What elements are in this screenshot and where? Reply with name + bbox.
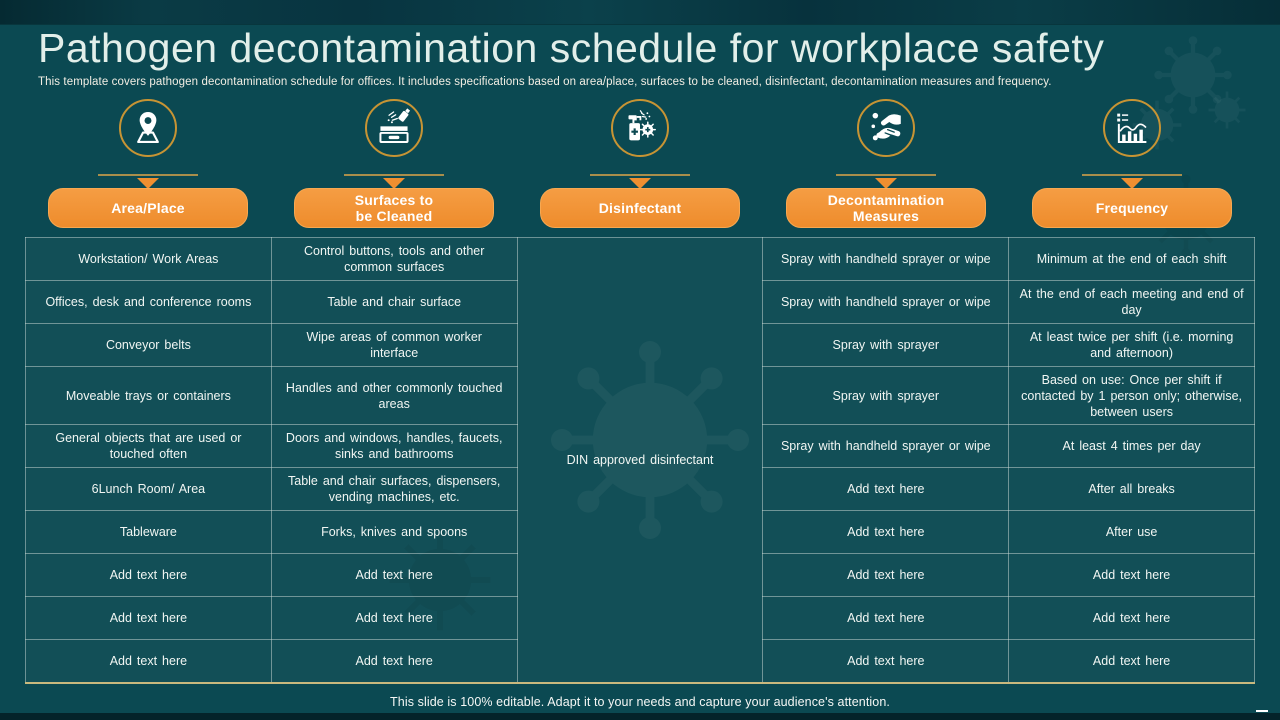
column-header-pill-measures	[786, 188, 986, 228]
slide-subtitle: This template covers pathogen decontamination schedule for offices. It includes specifications based on area/place, surfaces to be cleaned, disinfectant, decontamination measures and frequency.	[38, 76, 1052, 88]
area-cell: Tableware	[26, 511, 272, 554]
area-cell: Conveyor belts	[26, 324, 272, 367]
measures-cell[interactable]: Add text here	[763, 597, 1009, 640]
map-pin-icon	[125, 105, 171, 151]
measures-cell[interactable]: Add text here	[763, 640, 1009, 683]
connector-line	[590, 174, 690, 176]
measures-cell[interactable]: Add text here	[763, 511, 1009, 554]
footer-note: This slide is 100% editable. Adapt it to your needs and capture your audience's attention.	[390, 695, 890, 709]
surface-cleaning-icon	[371, 105, 417, 151]
bottom-bar	[0, 713, 1280, 720]
frequency-cell[interactable]: Add text here	[1009, 554, 1255, 597]
pill-label: Surfaces to	[354, 192, 434, 208]
icon-circle	[857, 99, 915, 157]
area-cell[interactable]: Add text here	[26, 640, 272, 683]
pill-label: Decontamination	[827, 192, 945, 208]
frequency-chart-icon	[1109, 105, 1155, 151]
area-cell: 6Lunch Room/ Area	[26, 468, 272, 511]
frequency-cell: After use	[1009, 511, 1255, 554]
surfaces-cell: Table and chair surface	[271, 281, 517, 324]
surfaces-cell: Handles and other commonly touched areas	[271, 367, 517, 425]
surfaces-cell: Wipe areas of common worker interface	[271, 324, 517, 367]
pill-label: Disinfectant	[598, 200, 682, 216]
area-cell: General objects that are used or touched often	[26, 425, 272, 468]
surfaces-cell[interactable]: Add text here	[271, 597, 517, 640]
header-col-measures	[763, 99, 1009, 228]
icon-circle	[611, 99, 669, 157]
surfaces-cell[interactable]: Add text here	[271, 554, 517, 597]
measures-cell: Spray with handheld sprayer or wipe	[763, 281, 1009, 324]
header-col-area	[25, 99, 271, 228]
frequency-cell[interactable]: Add text here	[1009, 597, 1255, 640]
measures-cell: Spray with sprayer	[763, 367, 1009, 425]
column-header-pill-frequency	[1032, 188, 1232, 228]
disinfectant-merged-cell: DIN approved disinfectant	[517, 238, 763, 683]
page-title: Pathogen decontamination schedule for workplace safety	[38, 25, 1105, 71]
measures-cell[interactable]: Add text here	[763, 554, 1009, 597]
frequency-cell: Based on use: Once per shift if contacted by 1 person only; otherwise, between users	[1009, 367, 1255, 425]
measures-cell: Spray with sprayer	[763, 324, 1009, 367]
pill-label: be Cleaned	[355, 208, 433, 224]
frequency-cell: At least 4 times per day	[1009, 425, 1255, 468]
frequency-cell: At the end of each meeting and end of day	[1009, 281, 1255, 324]
surfaces-cell: Table and chair surfaces, dispensers, vending machines, etc.	[271, 468, 517, 511]
surfaces-cell: Control buttons, tools and other common surfaces	[271, 238, 517, 281]
area-cell[interactable]: Add text here	[26, 554, 272, 597]
area-cell[interactable]: Add text here	[26, 597, 272, 640]
connector-line	[98, 174, 198, 176]
bottom-right-dash	[1256, 710, 1268, 712]
area-cell: Offices, desk and conference rooms	[26, 281, 272, 324]
disinfectant-spray-icon	[617, 105, 663, 151]
column-headers	[25, 99, 1255, 228]
column-header-pill-surfaces	[294, 188, 494, 228]
decontamination-schedule-table	[25, 237, 1255, 684]
frequency-cell: At least twice per shift (i.e. morning and afternoon)	[1009, 324, 1255, 367]
area-cell: Moveable trays or containers	[26, 367, 272, 425]
header-col-frequency	[1009, 99, 1255, 228]
area-cell: Workstation/ Work Areas	[26, 238, 272, 281]
column-header-pill-disinfectant	[540, 188, 740, 228]
connector-line	[344, 174, 444, 176]
measures-cell[interactable]: Add text here	[763, 468, 1009, 511]
connector-line	[836, 174, 936, 176]
frequency-cell: After all breaks	[1009, 468, 1255, 511]
frequency-cell[interactable]: Add text here	[1009, 640, 1255, 683]
frequency-cell: Minimum at the end of each shift	[1009, 238, 1255, 281]
connector-line	[1082, 174, 1182, 176]
surfaces-cell: Forks, knives and spoons	[271, 511, 517, 554]
column-header-pill-area	[48, 188, 248, 228]
icon-circle	[119, 99, 177, 157]
hand-hygiene-icon	[863, 105, 909, 151]
header-col-surfaces	[271, 99, 517, 228]
pill-label: Area/Place	[111, 200, 185, 216]
table-row	[26, 238, 1255, 281]
header-col-disinfectant	[517, 99, 763, 228]
measures-cell: Spray with handheld sprayer or wipe	[763, 425, 1009, 468]
surfaces-cell: Doors and windows, handles, faucets, sinks and bathrooms	[271, 425, 517, 468]
measures-cell: Spray with handheld sprayer or wipe	[763, 238, 1009, 281]
icon-circle	[365, 99, 423, 157]
surfaces-cell[interactable]: Add text here	[271, 640, 517, 683]
pill-label: Frequency	[1095, 200, 1169, 216]
pill-label: Measures	[852, 208, 920, 224]
icon-circle	[1103, 99, 1161, 157]
